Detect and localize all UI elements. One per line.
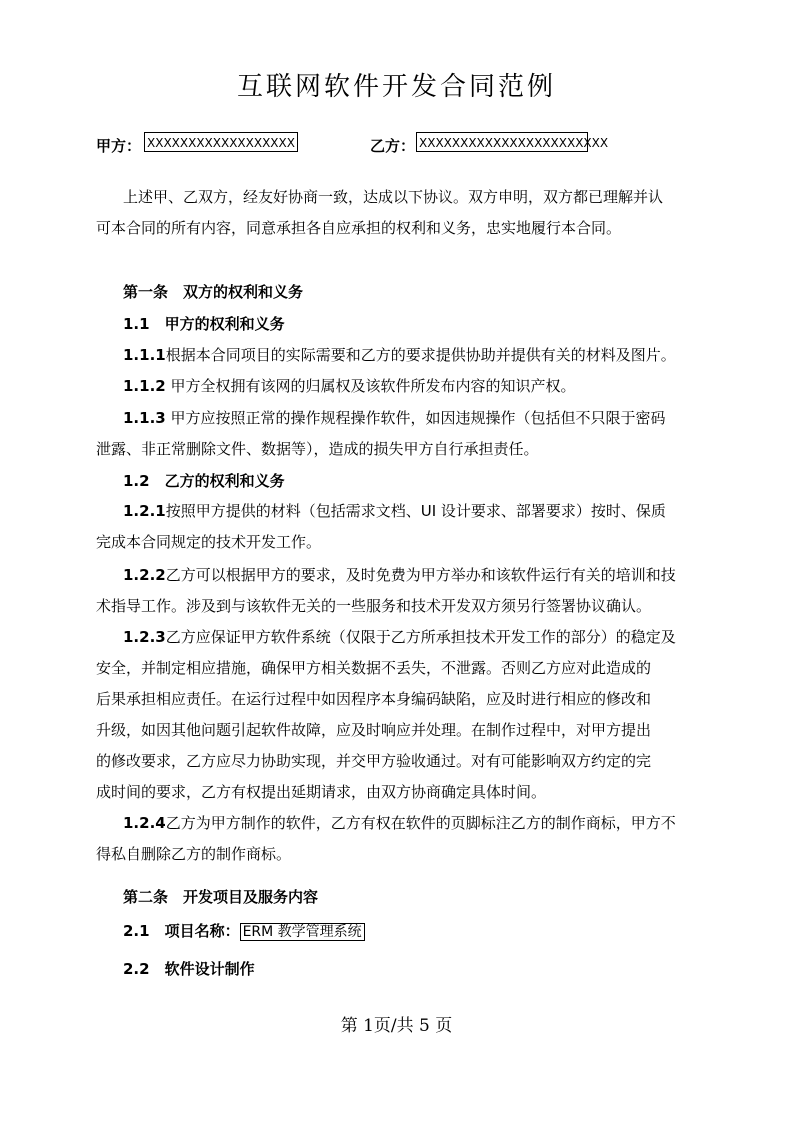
clause-number: 1.1.2 (123, 377, 166, 395)
section-1-1-heading: 1.1 甲方的权利和义务 (123, 315, 285, 333)
clause-text: 乙方可以根据甲方的要求，及时免费为甲方举办和该软件运行有关的培训和技 (165, 566, 676, 584)
intro-line-1: 上述甲、乙双方，经友好协商一致，达成以下协议。双方申明，双方都已理解并认 (123, 188, 664, 206)
clause-number: 1.2.3 (123, 628, 166, 646)
clause-1-2-3-line-3: 后果承担相应责任。在运行过程中如因程序本身编码缺陷，应及时进行相应的修改和 (96, 690, 652, 708)
clause-number: 1.2.1 (123, 502, 166, 520)
party-a-label: 甲方： (96, 137, 142, 155)
clause-1-2-1-line-2: 完成本合同规定的技术开发工作。 (96, 533, 322, 551)
clause-1-2-3-line-6: 成时间的要求，乙方有权提出延期请求，由双方协商确定具体时间。 (96, 783, 547, 801)
clause-text: 乙方为甲方制作的软件，乙方有权在软件的页脚标注乙方的制作商标，甲方不 (165, 814, 676, 832)
clause-1-2-2-line-1 (123, 560, 676, 591)
clause-1-1-3-line-1 (123, 403, 666, 434)
clause-number: 1.1.1 (123, 346, 166, 364)
clause-1-2-3-line-2: 安全，并制定相应措施，确保甲方相关数据不丢失，不泄露。否则乙方应对此造成的 (96, 659, 652, 677)
clause-text: 根据本合同项目的实际需要和乙方的要求提供协助并提供有关的材料及图片。 (165, 346, 676, 364)
clause-number: 1.1.3 (123, 409, 166, 427)
clause-number: 1.2.4 (123, 814, 166, 832)
article-2-heading: 第二条 开发项目及服务内容 (123, 888, 319, 906)
clause-text: 甲方应按照正常的操作规程操作软件，如因违规操作（包括但不只限于密码 (165, 409, 666, 427)
clause-text: 按照甲方提供的材料（包括需求文档、UI 设计要求、部署要求）按时、保质 (165, 502, 666, 520)
clause-1-2-3-line-4: 升级，如因其他问题引起软件故障，应及时响应并处理。在制作过程中，对甲方提出 (96, 721, 652, 739)
clause-1-2-1-line-1 (123, 496, 666, 527)
clause-1-1-3-line-2: 泄露、非正常删除文件、数据等），造成的损失甲方自行承担责任。 (96, 440, 539, 458)
section-1-2-heading: 1.2 乙方的权利和义务 (123, 472, 285, 490)
party-b-label: 乙方： (370, 137, 416, 155)
section-2-2-heading: 2.2 软件设计制作 (123, 960, 255, 978)
page-number: 第 1页/共 5 页 (340, 1016, 453, 1036)
section-2-1 (123, 916, 365, 948)
document-title: 互联网软件开发合同范例 (236, 72, 556, 102)
clause-1-1-2 (123, 371, 576, 402)
party-b-field: XXXXXXXXXXXXXXXXXXXXXXX (416, 132, 588, 152)
project-name-label: 2.1 项目名称： (123, 922, 240, 940)
clause-text: 乙方应保证甲方软件系统（仅限于乙方所承担技术开发工作的部分）的稳定及 (165, 628, 676, 646)
clause-1-1-1 (123, 340, 676, 371)
clause-1-2-4-line-1 (123, 808, 676, 839)
party-a-field: XXXXXXXXXXXXXXXXXX (144, 132, 298, 152)
article-1-heading: 第一条 双方的权利和义务 (123, 283, 304, 301)
clause-text: 甲方全权拥有该网的归属权及该软件所发布内容的知识产权。 (165, 377, 576, 395)
clause-1-2-3-line-5: 的修改要求，乙方应尽力协助实现，并交甲方验收通过。对有可能影响双方约定的完 (96, 752, 652, 770)
clause-1-2-3-line-1 (123, 622, 676, 653)
project-name-field: ERM 教学管理系统 (240, 923, 365, 941)
intro-line-2: 可本合同的所有内容，同意承担各自应承担的权利和义务，忠实地履行本合同。 (96, 219, 622, 237)
clause-number: 1.2.2 (123, 566, 166, 584)
clause-1-2-4-line-2: 得私自删除乙方的制作商标。 (96, 845, 292, 863)
clause-1-2-2-line-2: 术指导工作。涉及到与该软件无关的一些服务和技术开发双方须另行签署协议确认。 (96, 597, 652, 615)
